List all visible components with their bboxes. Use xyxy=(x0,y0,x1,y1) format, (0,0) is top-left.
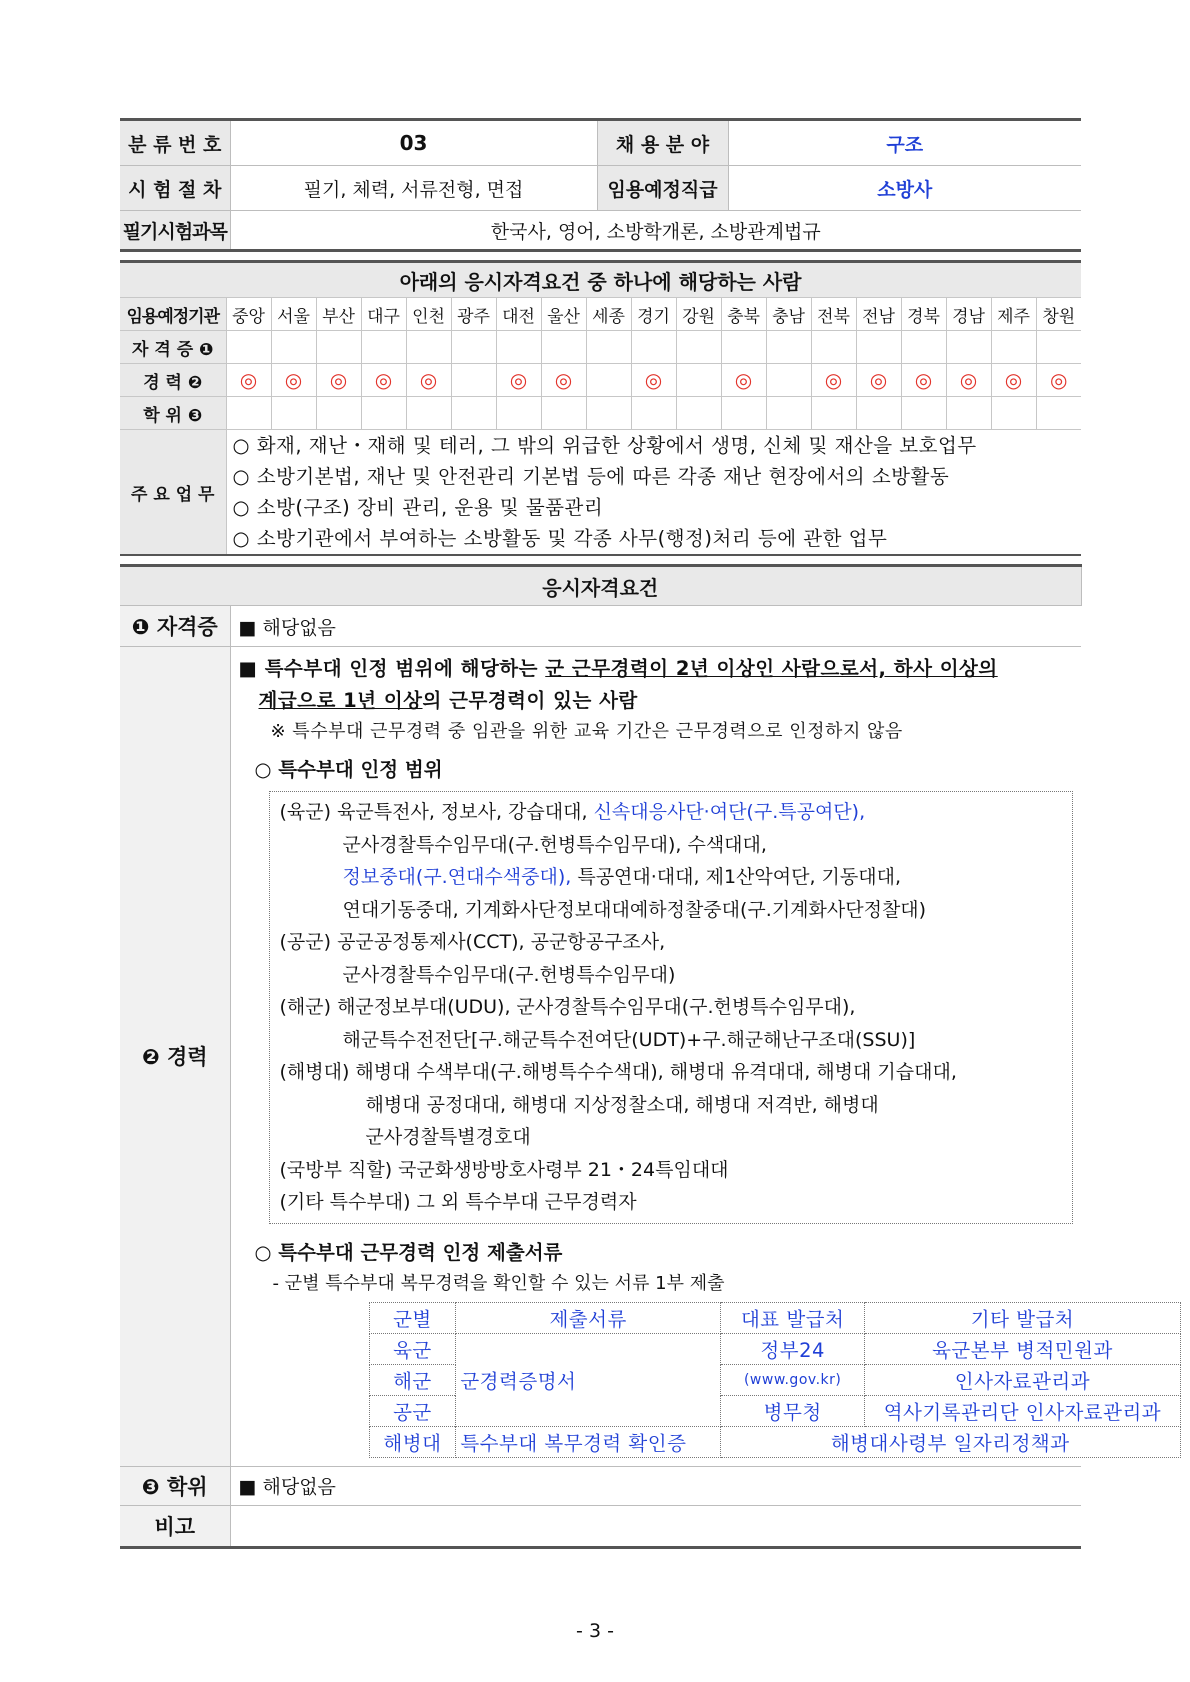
duty-label: 주 요 업 무 xyxy=(120,430,226,556)
cert-mark-cell xyxy=(361,331,406,364)
procedure-value: 필기, 체력, 서류전형, 면접 xyxy=(230,166,597,211)
cert-mark-cell xyxy=(856,331,901,364)
degree-mark-cell xyxy=(496,397,541,430)
requirements-title: 응시자격요건 xyxy=(120,566,1081,606)
agency-cell: 충북 xyxy=(721,298,766,331)
degree-mark-cell xyxy=(946,397,991,430)
duty-item: ○ 소방기본법, 재난 및 안전관리 기본법 등에 따른 각종 재난 현장에서의 소방활동 xyxy=(232,465,950,488)
career-mark-cell xyxy=(676,364,721,397)
cert-mark-cell xyxy=(1036,331,1081,364)
cert-text: ■ 해당없음 xyxy=(230,606,1081,647)
docs-rep-2: 병무청 xyxy=(720,1395,864,1426)
career-mark-cell: ◎ xyxy=(631,364,676,397)
cert-row xyxy=(120,331,1081,364)
career-mark-cell: ◎ xyxy=(811,364,856,397)
agency-row xyxy=(120,298,1081,331)
docs-other-af: 역사기록관리단 인사자료관리과 xyxy=(865,1395,1180,1426)
degree-mark-cell xyxy=(406,397,451,430)
degree-mark-cell xyxy=(991,397,1036,430)
field-value: 구조 xyxy=(728,120,1081,166)
requirements-table xyxy=(120,564,1162,1549)
agency-cell: 제주 xyxy=(991,298,1036,331)
agency-cell: 대전 xyxy=(496,298,541,331)
cert-row-label: 자 격 증 ❶ xyxy=(120,331,226,364)
agency-cell: 대구 xyxy=(361,298,406,331)
subjects-value: 한국사, 영어, 소방학개론, 소방관계법규 xyxy=(490,220,821,243)
class-no-value: 03 xyxy=(230,120,597,166)
docs-rep-1: 정부24 xyxy=(720,1333,864,1364)
cert-mark-cell xyxy=(226,331,271,364)
duty-item: ○ 화재, 재난・재해 및 테러, 그 밖의 위급한 상황에서 생명, 신체 및 재산을 보호업무 xyxy=(232,434,977,457)
scope-line: 해군특수전전단[구.해군특수전여단(UDT)+구.해군해난구조대(SSU)] xyxy=(342,1028,916,1051)
cert-mark-cell xyxy=(631,331,676,364)
scope-line: (국방부 직할) 국군화생방방호사령부 21・24특임대대 xyxy=(279,1158,729,1181)
cert-mark-cell xyxy=(946,331,991,364)
duty-list xyxy=(226,430,1081,556)
scope-line: (기타 특수부대) 그 외 특수부대 근무경력자 xyxy=(279,1191,637,1213)
career-main-line1 xyxy=(239,653,1082,685)
cert-mark-cell xyxy=(451,331,496,364)
remark-text xyxy=(230,1505,1081,1547)
duty-item: ○ 소방(구조) 장비 관리, 운용 및 물품관리 xyxy=(232,496,604,519)
career-main-1a: ■ 특수부대 인정 범위에 해당하는 xyxy=(238,657,546,680)
docs-title: ○ 특수부대 근무경력 인정 제출서류 xyxy=(254,1240,563,1264)
cert-mark-cell xyxy=(991,331,1036,364)
career-mark-cell: ◎ xyxy=(721,364,766,397)
career-row-label: 경 력 ❷ xyxy=(120,364,226,397)
cert-mark-cell xyxy=(586,331,631,364)
career-mark-cell xyxy=(586,364,631,397)
career-content xyxy=(230,647,1162,1467)
career-mark-cell: ◎ xyxy=(1036,364,1081,397)
scope-army-1b: 신속대응사단·여단(구.특공여단), xyxy=(593,801,866,823)
career-mark-cell: ◎ xyxy=(361,364,406,397)
degree-mark-cell xyxy=(316,397,361,430)
degree-mark-cell xyxy=(856,397,901,430)
rank-label: 임용예정직급 xyxy=(597,166,728,211)
docs-h-other: 기타 발급처 xyxy=(865,1302,1180,1333)
career-mark-cell: ◎ xyxy=(496,364,541,397)
scope-line: (공군) 공군공정통제사(CCT), 공군항공구조사, xyxy=(279,931,666,953)
scope-box xyxy=(269,791,1074,1224)
agency-cell: 강원 xyxy=(676,298,721,331)
docs-note: - 군별 특수부대 복무경력을 확인할 수 있는 서류 1부 제출 xyxy=(272,1272,725,1294)
cert-mark-cell xyxy=(541,331,586,364)
career-mark-cell: ◎ xyxy=(541,364,586,397)
scope-line: 군사경찰특별경호대 xyxy=(365,1126,531,1148)
cert-mark-cell xyxy=(811,331,856,364)
agency-cell: 서울 xyxy=(271,298,316,331)
career-note: ※ 특수부대 근무경력 중 임관을 위한 교육 기간은 근무경력으로 인정하지 않음 xyxy=(270,721,903,742)
agency-cell: 충남 xyxy=(766,298,811,331)
degree-mark-cell xyxy=(451,397,496,430)
agency-cell: 광주 xyxy=(451,298,496,331)
career-main-1c: 으로서, 하사 이상의 xyxy=(820,657,998,680)
career-main-2b: 의 근무경력이 있는 사람 xyxy=(422,689,638,712)
degree-text: ■ 해당없음 xyxy=(230,1466,1081,1505)
cert-mark-cell xyxy=(901,331,946,364)
scope-line: 연대기동중대, 기계화사단정보대대예하정찰중대(구.기계화사단정찰대) xyxy=(342,898,927,921)
docs-navy: 해군 xyxy=(369,1364,456,1395)
career-mark-cell: ◎ xyxy=(406,364,451,397)
degree-mark-cell xyxy=(901,397,946,430)
career-main-line2 xyxy=(239,685,1082,717)
career-mark-cell: ◎ xyxy=(316,364,361,397)
scope-army-1a: (육군) 육군특전사, 정보사, 강습대대, xyxy=(279,801,594,823)
remark-label: 비고 xyxy=(120,1505,230,1547)
agency-cell: 중앙 xyxy=(226,298,271,331)
career-mark-cell: ◎ xyxy=(226,364,271,397)
scope-line xyxy=(280,861,1063,894)
degree-mark-cell xyxy=(721,397,766,430)
agency-cell: 전남 xyxy=(856,298,901,331)
career-main-1b: 군 근무경력이 2년 이상인 사람 xyxy=(545,657,821,680)
cert-mark-cell xyxy=(721,331,766,364)
degree-mark-cell xyxy=(676,397,721,430)
docs-doc-common: 군경력증명서 xyxy=(456,1333,721,1426)
scope-line: 군사경찰특수임무대(구.헌병특수임무대), 수색대대, xyxy=(342,833,767,856)
docs-issuer-marine: 해병대사령부 일자리정책과 xyxy=(720,1426,1180,1457)
career-label: ❷ 경력 xyxy=(120,647,230,1467)
grid-title: 아래의 응시자격요건 중 하나에 해당하는 사람 xyxy=(120,262,1081,298)
docs-table xyxy=(369,1302,1181,1458)
procedure-label: 시 험 절 차 xyxy=(120,166,230,211)
docs-h-doc: 제출서류 xyxy=(456,1302,721,1333)
agency-label: 임용예정기관 xyxy=(120,298,226,331)
agency-cell: 부산 xyxy=(316,298,361,331)
recruitment-page xyxy=(120,118,1162,1549)
qualification-grid xyxy=(120,260,1081,556)
career-mark-cell: ◎ xyxy=(946,364,991,397)
career-main-2a: 계급으로 1년 이상 xyxy=(258,689,423,712)
agency-cell: 인천 xyxy=(406,298,451,331)
career-mark-cell xyxy=(451,364,496,397)
degree-mark-cell xyxy=(271,397,316,430)
degree-label: ❸ 학위 xyxy=(120,1466,230,1505)
scope-line xyxy=(280,796,1063,829)
scope-army-3b: 특공연대·대대, 제1산악여단, 기동대대, xyxy=(571,866,901,888)
docs-other-army: 육군본부 병적민원과 xyxy=(865,1333,1180,1364)
degree-mark-cell xyxy=(766,397,811,430)
rank-value: 소방사 xyxy=(728,166,1081,211)
scope-line: (해병대) 해병대 수색부대(구.해병특수수색대), 해병대 유격대대, 해병대 기습대대, xyxy=(279,1061,957,1083)
career-mark-cell: ◎ xyxy=(901,364,946,397)
field-label: 채 용 분 야 xyxy=(597,120,728,166)
docs-h-rep: 대표 발급처 xyxy=(720,1302,864,1333)
degree-mark-cell xyxy=(1036,397,1081,430)
class-no-label: 분 류 번 호 xyxy=(120,120,230,166)
cert-mark-cell xyxy=(316,331,361,364)
degree-row-label: 학 위 ❸ xyxy=(120,397,226,430)
scope-line: 군사경찰특수임무대(구.헌병특수임무대) xyxy=(342,963,676,986)
docs-doc-marine: 특수부대 복무경력 확인증 xyxy=(456,1426,721,1457)
degree-mark-cell xyxy=(226,397,271,430)
scope-title: ○ 특수부대 인정 범위 xyxy=(254,758,443,781)
degree-row xyxy=(120,397,1081,430)
scope-army-3a: 정보중대(구.연대수색중대), xyxy=(342,866,572,888)
docs-rep-url: (www.gov.kr) xyxy=(720,1364,864,1395)
scope-line: 해병대 공정대대, 해병대 지상정찰소대, 해병대 저격반, 해병대 xyxy=(365,1093,879,1116)
degree-mark-cell xyxy=(631,397,676,430)
cert-mark-cell xyxy=(406,331,451,364)
agency-cell: 경북 xyxy=(901,298,946,331)
agency-cell: 창원 xyxy=(1036,298,1081,331)
cert-mark-cell xyxy=(676,331,721,364)
docs-af: 공군 xyxy=(369,1395,456,1426)
cert-label: ❶ 자격증 xyxy=(120,606,230,647)
career-mark-cell xyxy=(766,364,811,397)
degree-mark-cell xyxy=(361,397,406,430)
duty-item: ○ 소방기관에서 부여하는 소방활동 및 각종 사무(행정)처리 등에 관한 업무 xyxy=(232,527,888,550)
career-mark-cell: ◎ xyxy=(856,364,901,397)
page-number: - 3 - xyxy=(576,1620,614,1642)
agency-cell: 경남 xyxy=(946,298,991,331)
agency-cell: 울산 xyxy=(541,298,586,331)
career-mark-cell: ◎ xyxy=(991,364,1036,397)
cert-mark-cell xyxy=(271,331,316,364)
docs-h-branch: 군별 xyxy=(369,1302,456,1333)
agency-cell: 경기 xyxy=(631,298,676,331)
scope-line: (해군) 해군정보부대(UDU), 군사경찰특수임무대(구.헌병특수임무대), xyxy=(279,996,856,1018)
subjects-label: 필기시험과목 xyxy=(120,211,230,251)
docs-marine: 해병대 xyxy=(369,1426,456,1457)
degree-mark-cell xyxy=(586,397,631,430)
cert-mark-cell xyxy=(766,331,811,364)
agency-cell: 세종 xyxy=(586,298,631,331)
career-row xyxy=(120,364,1081,397)
degree-mark-cell xyxy=(811,397,856,430)
docs-other-navy: 인사자료관리과 xyxy=(865,1364,1180,1395)
agency-cell: 전북 xyxy=(811,298,856,331)
docs-army: 육군 xyxy=(369,1333,456,1364)
degree-mark-cell xyxy=(541,397,586,430)
header-info-table xyxy=(120,118,1081,252)
cert-mark-cell xyxy=(496,331,541,364)
career-mark-cell: ◎ xyxy=(271,364,316,397)
